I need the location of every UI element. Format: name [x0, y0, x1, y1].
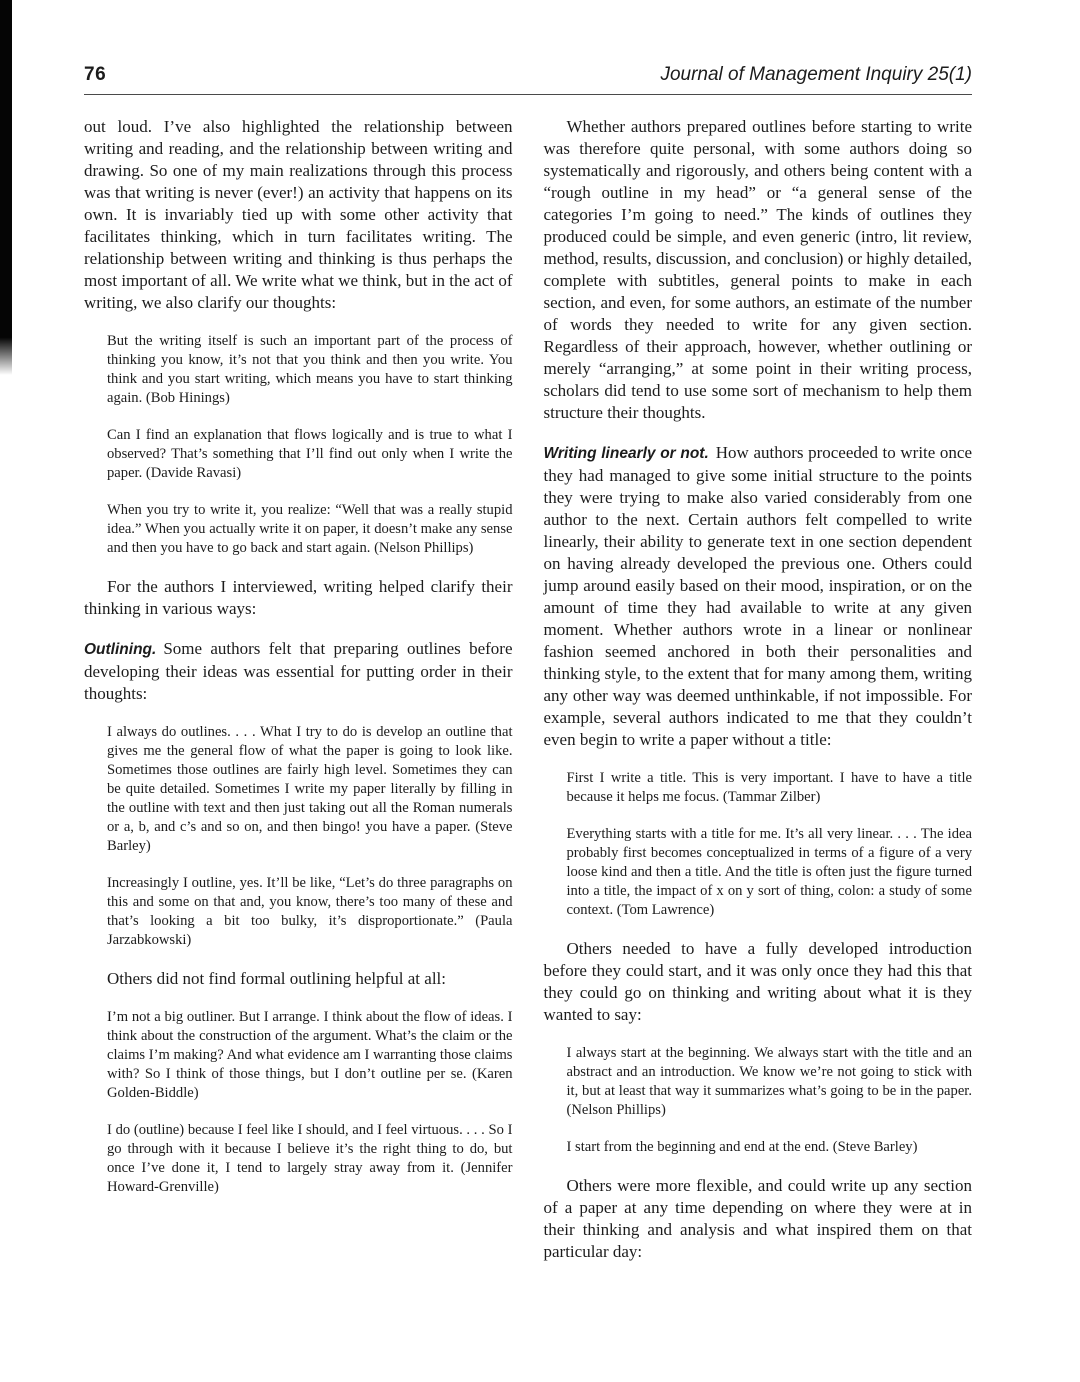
- block-quote: Increasingly I outline, yes. It’ll be like, “Let’s do three paragraphs on this and some on that and, you know, there’s too many of these and that’s looking a bit too bulky, it’s disproportionate.” (Paula Jarzabkowski): [107, 875, 513, 948]
- block-quote: Can I find an explanation that flows logically and is true to what I observed? That’s something that I’ll find out only when I write the paper. (Davide Ravasi): [107, 427, 513, 481]
- body-paragraph: out loud. I’ve also highlighted the relationship between writing and reading, and the relationship between writing and drawing. So one of my main realizations through this process was that writing is never (ever!) an activity that happens on its own. It is invariably tied up with some other activity that facilitates thinking, which in turn facilitates writing. The relationship between writing and thinking is thus perhaps the most important of all. We write what we think, but in the act of writing, we also clarify our thoughts:: [84, 117, 513, 312]
- body-paragraph: Others were more flexible, and could write up any section of a paper at any time depending on where they were at in their thinking and analysis and what inspired them on that particular day:: [543, 1176, 972, 1261]
- block-quote: I always do outlines. . . . What I try to do is develop an outline that gives me the general flow of what the paper is going to look like. Sometimes those outlines are fairly high level. Sometimes they can be quite detailed. Sometimes I write my paper literally by filling in the outline with text and then just taking out all the Roman numerals or a, b, and c’s and so on, and then bingo! you have a paper. (Steve Barley): [107, 724, 513, 854]
- block-quote: I do (outline) because I feel like I should, and I feel virtuous. . . . So I go through with it because I believe it’s the right thing to do, but once I’ve done it, I tend to largely stray away from it. (Jennifer Howard-Grenville): [107, 1122, 513, 1195]
- section-paragraph: [544, 442, 973, 751]
- body-paragraph: Others needed to have a fully developed introduction before they could start, and it was only once they had this that they could go on thinking and writing about what it is they wanted to say:: [543, 939, 972, 1024]
- section-text: How authors proceeded to write once they had managed to give some initial structure to the points they were trying to make also varied considerably from one author to the next. Certain authors felt compelled to write linearly, their ability to generate text in one section dependent on having already developed the previous one. Others could jump around easily based on their mood, inspiration, or on the amount of time they had available to write at any given moment. Whether authors wrote in a linear or nonlinear fashion seemed anchored in both their personalities and thinking style, to the extent that for many among them, writing any other way was deemed unthinkable, if not impossible. For example, several authors indicated to me that they couldn’t even begin to write a paper without a title:: [543, 443, 973, 749]
- two-column-body: [84, 116, 972, 1281]
- section-heading-writing-linearly: Writing linearly or not.: [543, 445, 709, 462]
- section-paragraph: [84, 638, 513, 705]
- block-quote: First I write a title. This is very important. I have to have a title because it helps me focus. (Tammar Zilber): [566, 770, 972, 805]
- block-quote: When you try to write it, you realize: “Well that was a really stupid idea.” When you actually write it on paper, it doesn’t make any sense and then you have to go back and start again. (Nelson Phillips): [107, 502, 513, 556]
- block-quote: I’m not a big outliner. But I arrange. I think about the flow of ideas. I think about the construction of the argument. What’s the claim or the claims I’m making? And what evidence am I warranting those claims with? So I think of those things, but I don’t outline per se. (Karen Golden-Biddle): [107, 1009, 513, 1101]
- body-paragraph: Others did not find formal outlining helpful at all:: [107, 969, 446, 988]
- body-paragraph: For the authors I interviewed, writing helped clarify their thinking in various ways:: [84, 577, 513, 618]
- scan-edge-artifact: [0, 0, 12, 375]
- page-number: 76: [84, 64, 107, 85]
- left-column: [84, 116, 513, 1281]
- block-quote: I start from the beginning and end at the end. (Steve Barley): [566, 1139, 918, 1155]
- section-text: Some authors felt that preparing outlines before developing their ideas was essential for putting order in their thoughts:: [84, 639, 513, 703]
- right-column: [544, 116, 973, 1281]
- body-paragraph: Whether authors prepared outlines before starting to write was therefore quite personal, with some authors doing so systematically and rigorously, and others being content with a “rough outline in my head” or “a general sense of the categories I’m going to need.” The kinds of outlines they produced could be simple, and even generic (intro, lit review, method, results, discussion, and conclusion) or highly detailed, complete with subtitles, general points to make in each section, and even, for some authors, an estimate of the number of words they needed to write for any given section. Regardless of their approach, however, whether outlining or merely “arranging,” at some point in their writing process, scholars did tend to use some sort of mechanism to help them structure their thoughts.: [543, 117, 972, 422]
- block-quote: I always start at the beginning. We always start with the title and an abstract and an introduction. We know we’re not going to stick with it, but at least that way it summarizes what’s going to be in the paper. (Nelson Phillips): [566, 1045, 972, 1118]
- block-quote: Everything starts with a title for me. It’s all very linear. . . . The idea probably first becomes conceptualized in terms of a figure of a very loose kind and then a title. And the title is often just the figure turned into a title, the impact of x on y sort of thing, colon: a study of some context. (Tom Lawrence): [566, 826, 972, 918]
- block-quote: But the writing itself is such an important part of the process of thinking you know, it’s not that you think and then you write. You think and you start writing, which means you have to start thinking again. (Bob Hinings): [107, 333, 513, 406]
- section-heading-outlining: Outlining.: [84, 641, 157, 658]
- journal-title: Journal of Management Inquiry 25(1): [660, 64, 972, 85]
- page-header: [84, 64, 972, 95]
